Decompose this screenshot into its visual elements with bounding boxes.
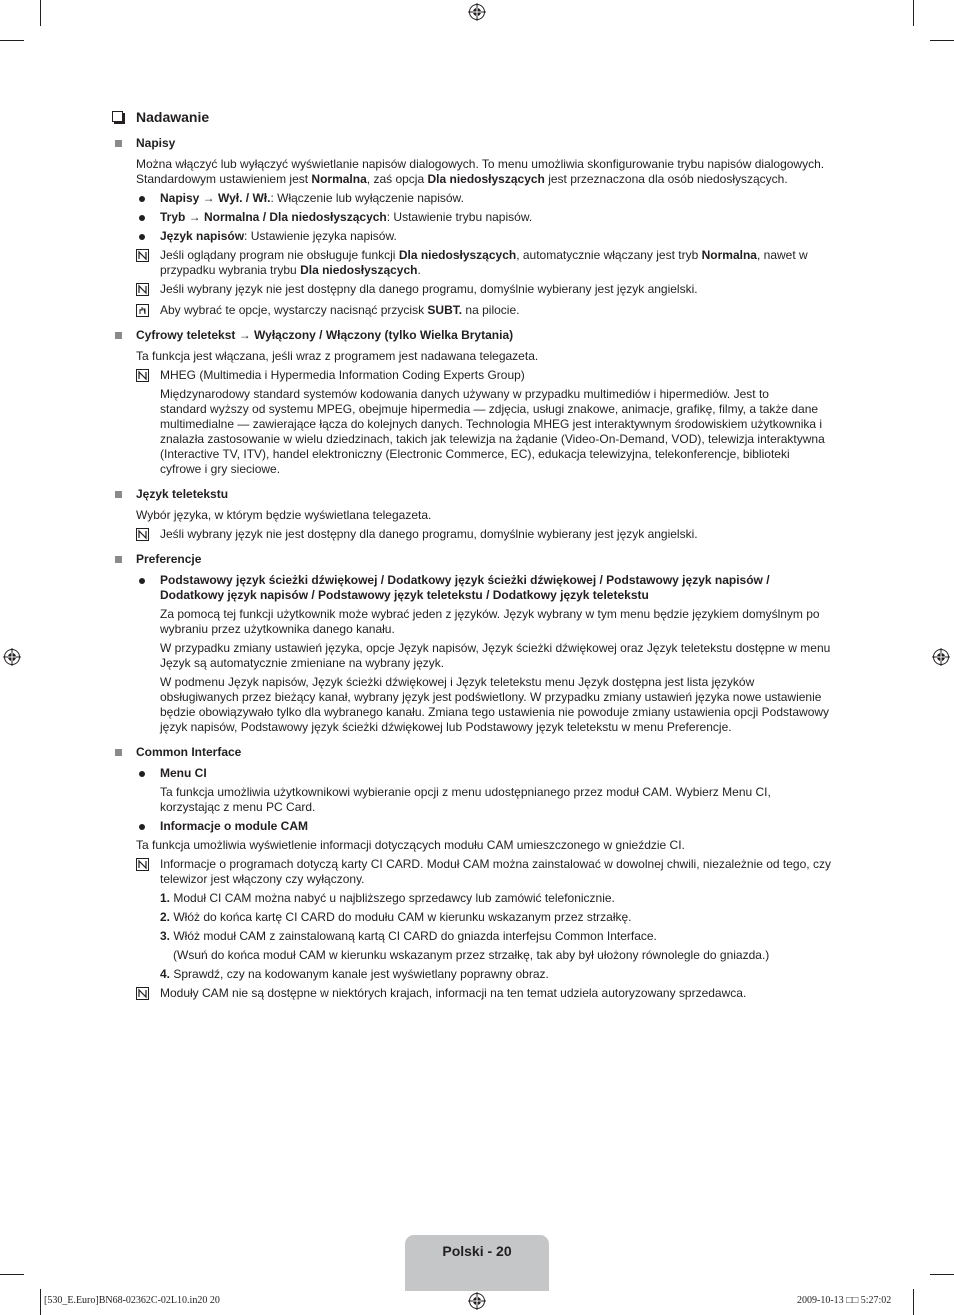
crop-mark — [40, 1289, 41, 1315]
crop-mark — [930, 1274, 954, 1275]
numbered-step: 4. Sprawdź, czy na kodowanym kanale jest wyświetlany poprawny obraz. — [160, 967, 549, 981]
subsection-common-interface: Common Interface — [112, 745, 844, 760]
note-item: MHEG (Multimedia i Hypermedia Information Coding Experts Group) — [112, 368, 844, 383]
paragraph: Wybór języka, w którym będzie wyświetlana telegazeta. — [136, 508, 432, 522]
numbered-step: 2. Włóż do końca kartę CI CARD do modułu CAM w kierunku wskazanym przez strzałkę. — [160, 910, 632, 924]
list-item: Napisy → Wył. / Wł.: Włączenie lub wyłączenie napisów. — [112, 191, 844, 206]
note-icon — [136, 283, 149, 296]
bullet-icon — [139, 771, 145, 777]
crop-mark — [913, 0, 914, 26]
subsection-napisy: Napisy — [112, 136, 844, 151]
registration-mark-icon — [468, 3, 486, 21]
list-item: Tryb → Normalna / Dla niedosłyszących: Ustawienie trybu napisów. — [112, 210, 844, 225]
registration-mark-icon — [932, 648, 950, 666]
bullet-icon — [139, 578, 145, 584]
paragraph: Ta funkcja umożliwia użytkownikowi wybieranie opcji z menu udostępnianego przez moduł CAM. Wybierz Menu CI, korzystając z menu PC Card. — [160, 785, 771, 814]
square-bullet-icon — [115, 491, 122, 498]
tip-item: Aby wybrać te opcje, wystarczy nacisnąć przycisk SUBT. na pilocie. — [112, 303, 844, 318]
note-item: Jeśli oglądany program nie obsługuje funkcji Dla niedosłyszących, automatycznie włączany jest tryb Normalna, nawet w przypadku wybrania trybu Dla niedosłyszących. — [112, 248, 844, 278]
note-item: Moduły CAM nie są dostępne w niektórych krajach, informacji na ten temat udziela autoryzowany sprzedawca. — [112, 986, 844, 1001]
section-title: Nadawanie — [112, 109, 844, 125]
square-bullet-icon — [115, 749, 122, 756]
list-item: Menu CI — [112, 766, 844, 781]
subsection-teletekst: Cyfrowy teletekst → Wyłączony / Włączony (tylko Wielka Brytania) — [112, 328, 844, 343]
page-number-tab: Polski - 20 — [405, 1235, 549, 1291]
bullet-icon — [139, 234, 145, 240]
registration-mark-icon — [3, 648, 21, 666]
registration-mark-icon — [468, 1292, 486, 1310]
print-date-info: 2009-10-13 □□ 5:27:02 — [797, 1295, 892, 1306]
list-item: Podstawowy język ścieżki dźwiękowej / Dodatkowy język ścieżki dźwiękowej / Podstawowy język napisów / Dodatkowy język napisów / Podstawowy język teletekstu / Dodatkowy język teletekstu — [112, 573, 844, 603]
paragraph: Można włączyć lub wyłączyć wyświetlanie napisów dialogowych. To menu umożliwia skonfigurowanie trybu napisów dialogowych. — [136, 157, 825, 171]
note-icon — [136, 528, 149, 541]
checkbox-square-icon — [112, 111, 123, 122]
paragraph: W przypadku zmiany ustawień języka, opcje Język napisów, Język ścieżki dźwiękowej oraz Język teletekstu dostępne w menu Język są automatycznie zmieniane na wybrany język. — [160, 641, 831, 670]
crop-mark — [0, 40, 24, 41]
note-icon — [136, 987, 149, 1000]
note-icon — [136, 249, 149, 262]
paragraph: W podmenu Język napisów, Język ścieżki dźwiękowej i Język teletekstu menu Język dostępna jest lista języków obsługiwanych przez bieżący kanał, wybrany język jest podświetlony. W przypadku zmiany ustawień języka nowe ustawienie będzie obowiązywało tylko dla wybranego kanału. Zmiana tego ustawienia nie powoduje zmiany ustawienia opcji Podstawowy język napisów, Podstawowy język ścieżki dźwiękowej lub Podstawowy język teletekstu w menu Preferencje. — [160, 675, 830, 734]
note-item: Informacje o programach dotyczą karty CI CARD. Moduł CAM można zainstalować w dowolnej chwili, niezależnie od tego, czy telewizor jest włączony czy wyłączony. — [112, 857, 844, 887]
square-bullet-icon — [115, 556, 122, 563]
subsection-preferencje: Preferencje — [112, 552, 844, 567]
bullet-icon — [139, 196, 145, 202]
bullet-icon — [139, 824, 145, 830]
numbered-step: 1. Moduł CI CAM można nabyć u najbliższego sprzedawcy lub zamówić telefonicznie. — [160, 891, 615, 905]
note-icon — [136, 369, 149, 382]
paragraph: Standardowym ustawieniem jest Normalna, zaś opcja Dla niedosłyszących jest przeznaczona dla osób niedosłyszących. — [136, 172, 788, 186]
page-content — [112, 109, 844, 1001]
list-item: Język napisów: Ustawienie języka napisów. — [112, 229, 844, 244]
note-item: Jeśli wybrany język nie jest dostępny dla danego programu, domyślnie wybierany jest język angielski. — [112, 527, 844, 542]
square-bullet-icon — [115, 332, 122, 339]
note-item: Jeśli wybrany język nie jest dostępny dla danego programu, domyślnie wybierany jest język angielski. — [112, 282, 844, 297]
list-item: Informacje o module CAM — [112, 819, 844, 834]
numbered-step-continuation: (Wsuń do końca moduł CAM w kierunku wskazanym przez strzałkę, tak aby był ułożony równolegle do gniazda.) — [173, 948, 770, 962]
paragraph: Ta funkcja umożliwia wyświetlenie informacji dotyczących modułu CAM umieszczonego w gnieździe CI. — [136, 838, 685, 852]
numbered-step: 3. Włóż moduł CAM z zainstalowaną kartą CI CARD do gniazda interfejsu Common Interface. — [160, 929, 657, 943]
subsection-jezyk-teletekstu: Język teletekstu — [112, 487, 844, 502]
print-file-info: [530_E.Euro]BN68-02362C-02L10.in20 20 — [44, 1295, 220, 1306]
paragraph: Ta funkcja jest włączana, jeśli wraz z programem jest nadawana telegazeta. — [136, 349, 539, 363]
bullet-icon — [139, 215, 145, 221]
crop-mark — [913, 1289, 914, 1315]
square-bullet-icon — [115, 140, 122, 147]
crop-mark — [930, 40, 954, 41]
remote-hand-icon — [136, 304, 149, 317]
note-paragraph: Międzynarodowy standard systemów kodowania danych używany w przypadku multimediów i hipermediów. Jest to standard wyższy od systemu MPEG, obejmuje hipermedia — zdjęcia, usługi znakowe, animacje, grafikę, filmy, a także dane multimedialne — zawierające łącza do kolejnych danych. Technologia MHEG jest interaktywnym środowiskiem użytkownika i znalazła zastosowanie w wielu dziedzinach, takich jak telewizja na żądanie (Video-On-Demand, VOD), telewizja interaktywna (Interactive TV, ITV), handel elektroniczny (Electronic Commerce, EC), edukacja telewizyjna, telekonferencje, biblioteki cyfrowe i gry sieciowe. — [160, 387, 825, 476]
paragraph: Za pomocą tej funkcji użytkownik może wybrać jeden z języków. Język wybrany w tym menu będzie językiem domyślnym po wybraniu przez użytkownika danego kanału. — [160, 607, 820, 636]
note-icon — [136, 858, 149, 871]
crop-mark — [0, 1274, 24, 1275]
crop-mark — [40, 0, 41, 26]
